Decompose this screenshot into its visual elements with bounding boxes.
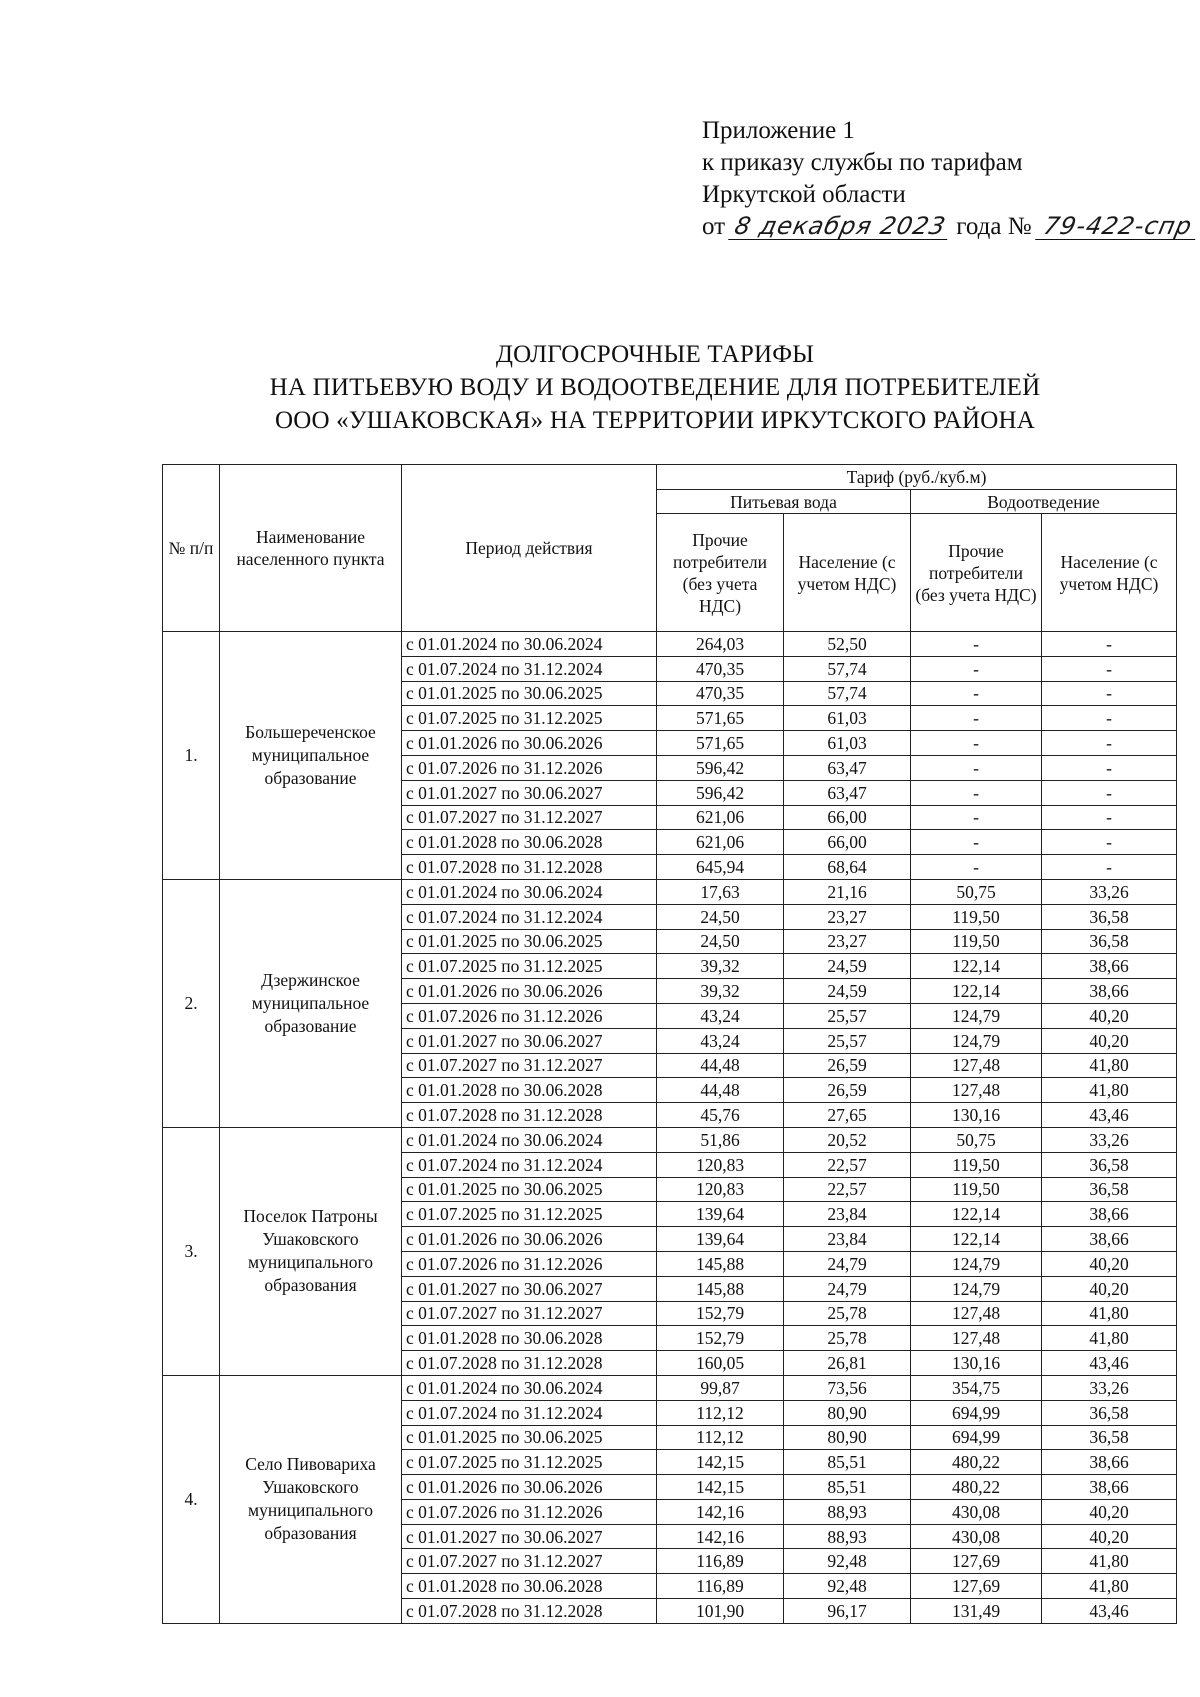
drainage-population-cell: 38,66 [1042,979,1177,1004]
period-cell: с 01.07.2024 по 31.12.2024 [402,656,657,681]
drainage-other-cell: 124,79 [911,1251,1042,1276]
drainage-other-cell: 127,48 [911,1301,1042,1326]
year-label: года № [956,213,1032,240]
title-line-3: ООО «УШАКОВСКАЯ» НА ТЕРРИТОРИИ ИРКУТСКОГО РАЙОНА [274,407,1036,434]
period-cell: с 01.07.2027 по 31.12.2027 [402,1301,657,1326]
drainage-population-cell: 41,80 [1042,1326,1177,1351]
drainage-other-cell: 124,79 [911,1028,1042,1053]
drainage-population-cell: - [1042,805,1177,830]
water-population-cell: 20,52 [784,1127,911,1152]
drainage-population-cell: 43,46 [1042,1599,1177,1624]
water-other-cell: 24,50 [657,929,784,954]
drainage-population-cell: - [1042,632,1177,657]
period-cell: с 01.07.2026 по 31.12.2026 [402,1251,657,1276]
water-population-cell: 63,47 [784,755,911,780]
period-cell: с 01.01.2027 по 30.06.2027 [402,1276,657,1301]
drainage-population-cell: 38,66 [1042,1202,1177,1227]
drainage-population-cell: 33,26 [1042,879,1177,904]
header-drainage: Водоотведение [911,490,1177,514]
water-other-cell: 145,88 [657,1251,784,1276]
water-population-cell: 27,65 [784,1103,911,1128]
water-population-cell: 88,93 [784,1499,911,1524]
period-cell: с 01.01.2024 по 30.06.2024 [402,1375,657,1400]
water-other-cell: 120,83 [657,1152,784,1177]
row-number: 3. [163,1127,220,1375]
drainage-other-cell: 122,14 [911,979,1042,1004]
drainage-other-cell: - [911,755,1042,780]
period-cell: с 01.07.2025 по 31.12.2025 [402,1450,657,1475]
water-population-cell: 21,16 [784,879,911,904]
drainage-other-cell: 430,08 [911,1499,1042,1524]
header-period: Период действия [402,465,657,632]
header-drainage-other: Прочие потребители (без учета НДС) [911,514,1042,632]
drainage-population-cell: 40,20 [1042,1499,1177,1524]
drainage-other-cell: 119,50 [911,904,1042,929]
table-body [163,632,1177,1624]
header-drainage-population: Население (с учетом НДС) [1042,514,1177,632]
drainage-other-cell: 119,50 [911,1177,1042,1202]
period-cell: с 01.07.2026 по 31.12.2026 [402,1499,657,1524]
annex-line-2: к приказу службы по тарифам [702,149,1023,176]
period-cell: с 01.01.2027 по 30.06.2027 [402,1524,657,1549]
water-other-cell: 99,87 [657,1375,784,1400]
period-cell: с 01.07.2026 по 31.12.2026 [402,755,657,780]
drainage-other-cell: 694,99 [911,1400,1042,1425]
drainage-other-cell: 131,49 [911,1599,1042,1624]
row-number: 2. [163,879,220,1127]
drainage-other-cell: - [911,681,1042,706]
water-other-cell: 571,65 [657,731,784,756]
water-population-cell: 66,00 [784,830,911,855]
period-cell: с 01.07.2027 по 31.12.2027 [402,1053,657,1078]
water-population-cell: 23,27 [784,929,911,954]
document-title [130,338,1180,437]
water-population-cell: 92,48 [784,1574,911,1599]
annex-line-1: Приложение 1 [702,117,855,144]
water-population-cell: 63,47 [784,780,911,805]
drainage-population-cell: 36,58 [1042,1400,1177,1425]
water-other-cell: 43,24 [657,1003,784,1028]
drainage-population-cell: - [1042,706,1177,731]
water-other-cell: 152,79 [657,1301,784,1326]
drainage-other-cell: 480,22 [911,1450,1042,1475]
period-cell: с 01.01.2027 по 30.06.2027 [402,1028,657,1053]
drainage-population-cell: 38,66 [1042,1450,1177,1475]
annex-header [702,115,1198,243]
drainage-other-cell: 122,14 [911,1227,1042,1252]
drainage-other-cell: 127,48 [911,1053,1042,1078]
water-other-cell: 596,42 [657,780,784,805]
drainage-other-cell: 130,16 [911,1351,1042,1376]
handwritten-order-number: 79-422-спр [1035,213,1200,240]
table-row [163,879,1177,904]
water-other-cell: 142,15 [657,1475,784,1500]
water-other-cell: 39,32 [657,954,784,979]
water-other-cell: 160,05 [657,1351,784,1376]
row-number: 4. [163,1375,220,1623]
drainage-other-cell: 430,08 [911,1524,1042,1549]
water-population-cell: 23,84 [784,1227,911,1252]
water-other-cell: 142,15 [657,1450,784,1475]
water-population-cell: 22,57 [784,1177,911,1202]
table-row [163,1375,1177,1400]
drainage-other-cell: 480,22 [911,1475,1042,1500]
period-cell: с 01.01.2025 по 30.06.2025 [402,1177,657,1202]
period-cell: с 01.07.2028 по 31.12.2028 [402,855,657,880]
water-other-cell: 470,35 [657,681,784,706]
water-population-cell: 61,03 [784,731,911,756]
drainage-population-cell: 36,58 [1042,1177,1177,1202]
water-population-cell: 23,27 [784,904,911,929]
drainage-other-cell: 127,48 [911,1078,1042,1103]
drainage-population-cell: 40,20 [1042,1276,1177,1301]
table-row [163,632,1177,657]
water-population-cell: 80,90 [784,1400,911,1425]
water-population-cell: 57,74 [784,656,911,681]
period-cell: с 01.07.2026 по 31.12.2026 [402,1003,657,1028]
period-cell: с 01.07.2024 по 31.12.2024 [402,1152,657,1177]
drainage-population-cell: 40,20 [1042,1524,1177,1549]
drainage-other-cell: - [911,656,1042,681]
water-population-cell: 96,17 [784,1599,911,1624]
water-population-cell: 85,51 [784,1475,911,1500]
period-cell: с 01.07.2028 по 31.12.2028 [402,1351,657,1376]
water-other-cell: 470,35 [657,656,784,681]
settlement-name: Дзержинское муниципальное образование [220,879,402,1127]
header-water-population: Население (с учетом НДС) [784,514,911,632]
tariff-table [162,464,1177,1624]
drainage-population-cell: - [1042,780,1177,805]
drainage-population-cell: 41,80 [1042,1078,1177,1103]
water-population-cell: 26,59 [784,1078,911,1103]
drainage-population-cell: 38,66 [1042,1227,1177,1252]
water-population-cell: 25,57 [784,1028,911,1053]
settlement-name: Село Пивовариха Ушаковского муниципального образования [220,1375,402,1623]
settlement-name: Поселок Патроны Ушаковского муниципального образования [220,1127,402,1375]
water-other-cell: 43,24 [657,1028,784,1053]
header-num: № п/п [163,465,220,632]
water-population-cell: 92,48 [784,1549,911,1574]
water-other-cell: 45,76 [657,1103,784,1128]
water-other-cell: 571,65 [657,706,784,731]
drainage-other-cell: 354,75 [911,1375,1042,1400]
drainage-other-cell: - [911,731,1042,756]
water-other-cell: 39,32 [657,979,784,1004]
drainage-population-cell: 38,66 [1042,1475,1177,1500]
period-cell: с 01.07.2025 по 31.12.2025 [402,706,657,731]
drainage-population-cell: 41,80 [1042,1053,1177,1078]
title-line-2: НА ПИТЬЕВУЮ ВОДУ И ВОДООТВЕДЕНИЕ ДЛЯ ПОТРЕБИТЕЛЕЙ [269,374,1041,401]
drainage-population-cell: - [1042,731,1177,756]
drainage-other-cell: 122,14 [911,1202,1042,1227]
period-cell: с 01.01.2024 по 30.06.2024 [402,879,657,904]
drainage-other-cell: - [911,830,1042,855]
water-population-cell: 23,84 [784,1202,911,1227]
period-cell: с 01.01.2026 по 30.06.2026 [402,731,657,756]
drainage-other-cell: 127,69 [911,1574,1042,1599]
drainage-other-cell: 124,79 [911,1003,1042,1028]
water-population-cell: 66,00 [784,805,911,830]
drainage-population-cell: 36,58 [1042,904,1177,929]
drainage-other-cell: 50,75 [911,1127,1042,1152]
water-population-cell: 85,51 [784,1450,911,1475]
water-population-cell: 22,57 [784,1152,911,1177]
annex-line-4 [702,211,1198,243]
drainage-population-cell: 33,26 [1042,1127,1177,1152]
drainage-other-cell: - [911,706,1042,731]
drainage-population-cell: 43,46 [1042,1103,1177,1128]
water-other-cell: 142,16 [657,1524,784,1549]
water-other-cell: 621,06 [657,830,784,855]
drainage-population-cell: 41,80 [1042,1574,1177,1599]
drainage-other-cell: 130,16 [911,1103,1042,1128]
header-name: Наименование населенного пункта [220,465,402,632]
drainage-population-cell: 40,20 [1042,1003,1177,1028]
drainage-other-cell: - [911,855,1042,880]
drainage-other-cell: - [911,632,1042,657]
water-other-cell: 139,64 [657,1202,784,1227]
water-other-cell: 142,16 [657,1499,784,1524]
water-other-cell: 24,50 [657,904,784,929]
water-population-cell: 57,74 [784,681,911,706]
water-population-cell: 26,59 [784,1053,911,1078]
drainage-population-cell: - [1042,681,1177,706]
from-label: от [702,213,726,240]
drainage-population-cell: 41,80 [1042,1549,1177,1574]
water-population-cell: 80,90 [784,1425,911,1450]
table-row [163,1127,1177,1152]
drainage-population-cell: - [1042,656,1177,681]
period-cell: с 01.01.2026 по 30.06.2026 [402,1475,657,1500]
drainage-population-cell: 36,58 [1042,1425,1177,1450]
period-cell: с 01.01.2028 по 30.06.2028 [402,1326,657,1351]
drainage-other-cell: - [911,805,1042,830]
drainage-other-cell: 127,69 [911,1549,1042,1574]
water-population-cell: 24,79 [784,1276,911,1301]
water-population-cell: 24,79 [784,1251,911,1276]
period-cell: с 01.01.2026 по 30.06.2026 [402,979,657,1004]
period-cell: с 01.01.2025 по 30.06.2025 [402,681,657,706]
water-other-cell: 264,03 [657,632,784,657]
water-other-cell: 51,86 [657,1127,784,1152]
drainage-other-cell: 119,50 [911,929,1042,954]
drainage-population-cell: - [1042,830,1177,855]
drainage-population-cell: - [1042,755,1177,780]
drainage-population-cell: 41,80 [1042,1301,1177,1326]
water-other-cell: 101,90 [657,1599,784,1624]
drainage-other-cell: 119,50 [911,1152,1042,1177]
drainage-population-cell: 43,46 [1042,1351,1177,1376]
period-cell: с 01.01.2028 по 30.06.2028 [402,1574,657,1599]
drainage-other-cell: - [911,780,1042,805]
period-cell: с 01.01.2027 по 30.06.2027 [402,780,657,805]
row-number: 1. [163,632,220,880]
drainage-other-cell: 694,99 [911,1425,1042,1450]
period-cell: с 01.01.2024 по 30.06.2024 [402,632,657,657]
water-other-cell: 112,12 [657,1425,784,1450]
drainage-population-cell: 40,20 [1042,1251,1177,1276]
header-tariff: Тариф (руб./куб.м) [657,465,1177,490]
period-cell: с 01.07.2025 по 31.12.2025 [402,954,657,979]
water-population-cell: 52,50 [784,632,911,657]
water-other-cell: 116,89 [657,1574,784,1599]
drainage-other-cell: 127,48 [911,1326,1042,1351]
drainage-other-cell: 122,14 [911,954,1042,979]
period-cell: с 01.07.2024 по 31.12.2024 [402,904,657,929]
water-population-cell: 88,93 [784,1524,911,1549]
header-water: Питьевая вода [657,490,911,514]
period-cell: с 01.01.2028 по 30.06.2028 [402,1078,657,1103]
annex-line-3: Иркутской области [702,181,906,208]
period-cell: с 01.01.2026 по 30.06.2026 [402,1227,657,1252]
title-line-1: ДОЛГОСРОЧНЫЕ ТАРИФЫ [495,341,815,368]
period-cell: с 01.07.2025 по 31.12.2025 [402,1202,657,1227]
water-other-cell: 596,42 [657,755,784,780]
water-other-cell: 645,94 [657,855,784,880]
water-other-cell: 139,64 [657,1227,784,1252]
water-population-cell: 24,59 [784,954,911,979]
water-other-cell: 145,88 [657,1276,784,1301]
period-cell: с 01.07.2028 по 31.12.2028 [402,1599,657,1624]
water-population-cell: 25,57 [784,1003,911,1028]
water-other-cell: 17,63 [657,879,784,904]
drainage-population-cell: 36,58 [1042,929,1177,954]
period-cell: с 01.01.2025 по 30.06.2025 [402,929,657,954]
water-other-cell: 112,12 [657,1400,784,1425]
period-cell: с 01.01.2028 по 30.06.2028 [402,830,657,855]
period-cell: с 01.01.2025 по 30.06.2025 [402,1425,657,1450]
header-water-other: Прочие потребители (без учета НДС) [657,514,784,632]
water-other-cell: 116,89 [657,1549,784,1574]
period-cell: с 01.07.2024 по 31.12.2024 [402,1400,657,1425]
water-population-cell: 25,78 [784,1326,911,1351]
period-cell: с 01.07.2027 по 31.12.2027 [402,805,657,830]
water-population-cell: 61,03 [784,706,911,731]
settlement-name: Большереченское муниципальное образование [220,632,402,880]
water-other-cell: 120,83 [657,1177,784,1202]
period-cell: с 01.07.2028 по 31.12.2028 [402,1103,657,1128]
water-other-cell: 621,06 [657,805,784,830]
handwritten-date: 8 декабря 2023 [728,213,952,240]
water-population-cell: 73,56 [784,1375,911,1400]
water-population-cell: 24,59 [784,979,911,1004]
water-other-cell: 44,48 [657,1078,784,1103]
drainage-other-cell: 124,79 [911,1276,1042,1301]
drainage-population-cell: 38,66 [1042,954,1177,979]
water-population-cell: 25,78 [784,1301,911,1326]
drainage-population-cell: 40,20 [1042,1028,1177,1053]
drainage-population-cell: 33,26 [1042,1375,1177,1400]
period-cell: с 01.01.2024 по 30.06.2024 [402,1127,657,1152]
water-population-cell: 26,81 [784,1351,911,1376]
water-population-cell: 68,64 [784,855,911,880]
period-cell: с 01.07.2027 по 31.12.2027 [402,1549,657,1574]
drainage-other-cell: 50,75 [911,879,1042,904]
water-other-cell: 44,48 [657,1053,784,1078]
drainage-population-cell: 36,58 [1042,1152,1177,1177]
drainage-population-cell: - [1042,855,1177,880]
water-other-cell: 152,79 [657,1326,784,1351]
